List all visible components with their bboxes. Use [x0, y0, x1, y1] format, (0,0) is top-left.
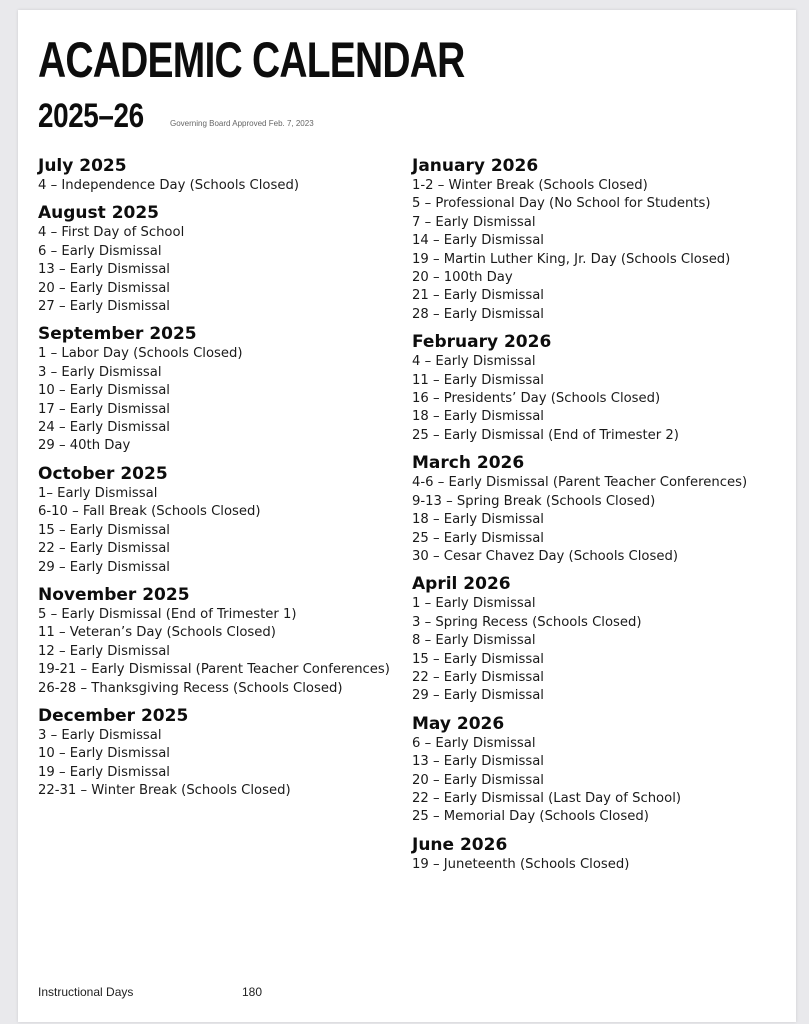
calendar-entry: 20 – Early Dismissal: [38, 280, 170, 296]
calendar-entry: 25 – Memorial Day (Schools Closed): [412, 809, 649, 825]
calendar-entry: 6-10 – Fall Break (Schools Closed): [38, 504, 261, 520]
calendar-entry: 1– Early Dismissal: [38, 485, 158, 501]
month-block: [412, 156, 782, 324]
calendar-entry: 29 – Early Dismissal: [38, 559, 170, 575]
month-block: [38, 156, 408, 195]
month-title: December 2025: [38, 705, 189, 726]
calendar-entry: 29 – Early Dismissal: [412, 688, 544, 704]
month-title: October 2025: [38, 463, 168, 484]
month-title: March 2026: [412, 453, 525, 474]
month-title: August 2025: [38, 203, 160, 224]
calendar-entry: 15 – Early Dismissal: [38, 522, 170, 538]
calendar-entry: 13 – Early Dismissal: [412, 754, 544, 770]
calendar-entry: 6 – Early Dismissal: [38, 243, 162, 259]
calendar-entry: 6 – Early Dismissal: [412, 735, 536, 751]
calendar-page: [18, 10, 796, 1022]
month-title: July 2025: [38, 156, 127, 176]
month-title: November 2025: [38, 584, 190, 605]
calendar-entry: 5 – Early Dismissal (End of Trimester 1): [38, 606, 297, 622]
month-block: [412, 835, 782, 874]
instructional-days-label: Instructional Days: [38, 985, 134, 999]
calendar-entry: 7 – Early Dismissal: [412, 214, 536, 230]
calendar-entry: 4 – Independence Day (Schools Closed): [38, 178, 300, 193]
calendar-entry: 1 – Early Dismissal: [412, 596, 536, 612]
calendar-entry: 10 – Early Dismissal: [38, 383, 170, 399]
calendar-entry: 19 – Early Dismissal: [38, 764, 170, 780]
calendar-entry: 22-31 – Winter Break (Schools Closed): [38, 783, 291, 799]
month-title: June 2026: [412, 834, 508, 855]
calendar-entry: 11 – Veteran’s Day (Schools Closed): [38, 625, 276, 641]
calendar-entry: 1-2 – Winter Break (Schools Closed): [412, 178, 648, 193]
calendar-entry: 30 – Cesar Chavez Day (Schools Closed): [412, 548, 678, 564]
calendar-entry: 22 – Early Dismissal: [38, 541, 170, 557]
month-block: [38, 706, 408, 801]
page-title: ACADEMIC CALENDAR: [38, 32, 465, 88]
calendar-entry: 14 – Early Dismissal: [412, 233, 544, 249]
calendar-entry: 11 – Early Dismissal: [412, 372, 544, 388]
calendar-entry: 12 – Early Dismissal: [38, 643, 170, 659]
calendar-entry: 1 – Labor Day (Schools Closed): [38, 346, 243, 362]
calendar-entry: 18 – Early Dismissal: [412, 512, 544, 528]
calendar-entry: 16 – Presidents’ Day (Schools Closed): [412, 391, 661, 407]
calendar-entry: 3 – Early Dismissal: [38, 364, 162, 380]
month-block: [412, 714, 782, 827]
calendar-entry: 9-13 – Spring Break (Schools Closed): [412, 493, 656, 509]
left-column: [38, 156, 408, 809]
calendar-entry: 3 – Spring Recess (Schools Closed): [412, 614, 642, 630]
instructional-days-value: 180: [242, 985, 263, 999]
calendar-entry: 22 – Early Dismissal: [412, 669, 544, 685]
month-block: [412, 332, 782, 445]
calendar-entry: 24 – Early Dismissal: [38, 420, 170, 436]
month-title: January 2026: [412, 156, 539, 176]
approval-note: Governing Board Approved Feb. 7, 2023: [170, 119, 314, 128]
calendar-entry: 4 – Early Dismissal: [412, 354, 536, 370]
calendar-entry: 17 – Early Dismissal: [38, 401, 170, 417]
calendar-entry: 19 – Martin Luther King, Jr. Day (Schools Closed): [412, 251, 731, 267]
calendar-entry: 25 – Early Dismissal: [412, 530, 544, 546]
calendar-entry: 21 – Early Dismissal: [412, 288, 544, 304]
calendar-entry: 19-21 – Early Dismissal (Parent Teacher Conferences): [38, 662, 390, 678]
month-block: [38, 464, 408, 577]
calendar-entry: 29 – 40th Day: [38, 438, 131, 454]
calendar-entry: 22 – Early Dismissal (Last Day of School): [412, 790, 681, 806]
calendar-entry: 25 – Early Dismissal (End of Trimester 2): [412, 427, 679, 443]
calendar-entry: 20 – Early Dismissal: [412, 772, 544, 788]
calendar-entry: 28 – Early Dismissal: [412, 306, 544, 322]
month-title: May 2026: [412, 713, 505, 734]
month-block: [38, 203, 408, 316]
month-block: [412, 574, 782, 705]
month-title: September 2025: [38, 324, 197, 345]
month-title: February 2026: [412, 332, 552, 353]
calendar-entry: 8 – Early Dismissal: [412, 633, 536, 649]
calendar-entry: 4-6 – Early Dismissal (Parent Teacher Conferences): [412, 475, 748, 491]
month-block: [38, 324, 408, 455]
calendar-entry: 3 – Early Dismissal: [38, 727, 162, 743]
calendar-entry: 20 – 100th Day: [412, 270, 513, 286]
school-year: 2025–26: [38, 97, 144, 135]
calendar-entry: 10 – Early Dismissal: [38, 746, 170, 762]
calendar-entry: 4 – First Day of School: [38, 225, 185, 241]
calendar-entry: 27 – Early Dismissal: [38, 299, 170, 315]
calendar-entry: 15 – Early Dismissal: [412, 651, 544, 667]
month-title: April 2026: [412, 574, 511, 595]
calendar-entry: 26-28 – Thanksgiving Recess (Schools Closed): [38, 680, 343, 696]
month-block: [38, 585, 408, 698]
month-block: [412, 453, 782, 566]
calendar-entry: 13 – Early Dismissal: [38, 262, 170, 278]
calendar-entry: 5 – Professional Day (No School for Students): [412, 196, 711, 212]
right-column: [412, 156, 782, 882]
calendar-entry: 19 – Juneteenth (Schools Closed): [412, 856, 630, 872]
calendar-entry: 18 – Early Dismissal: [412, 409, 544, 425]
